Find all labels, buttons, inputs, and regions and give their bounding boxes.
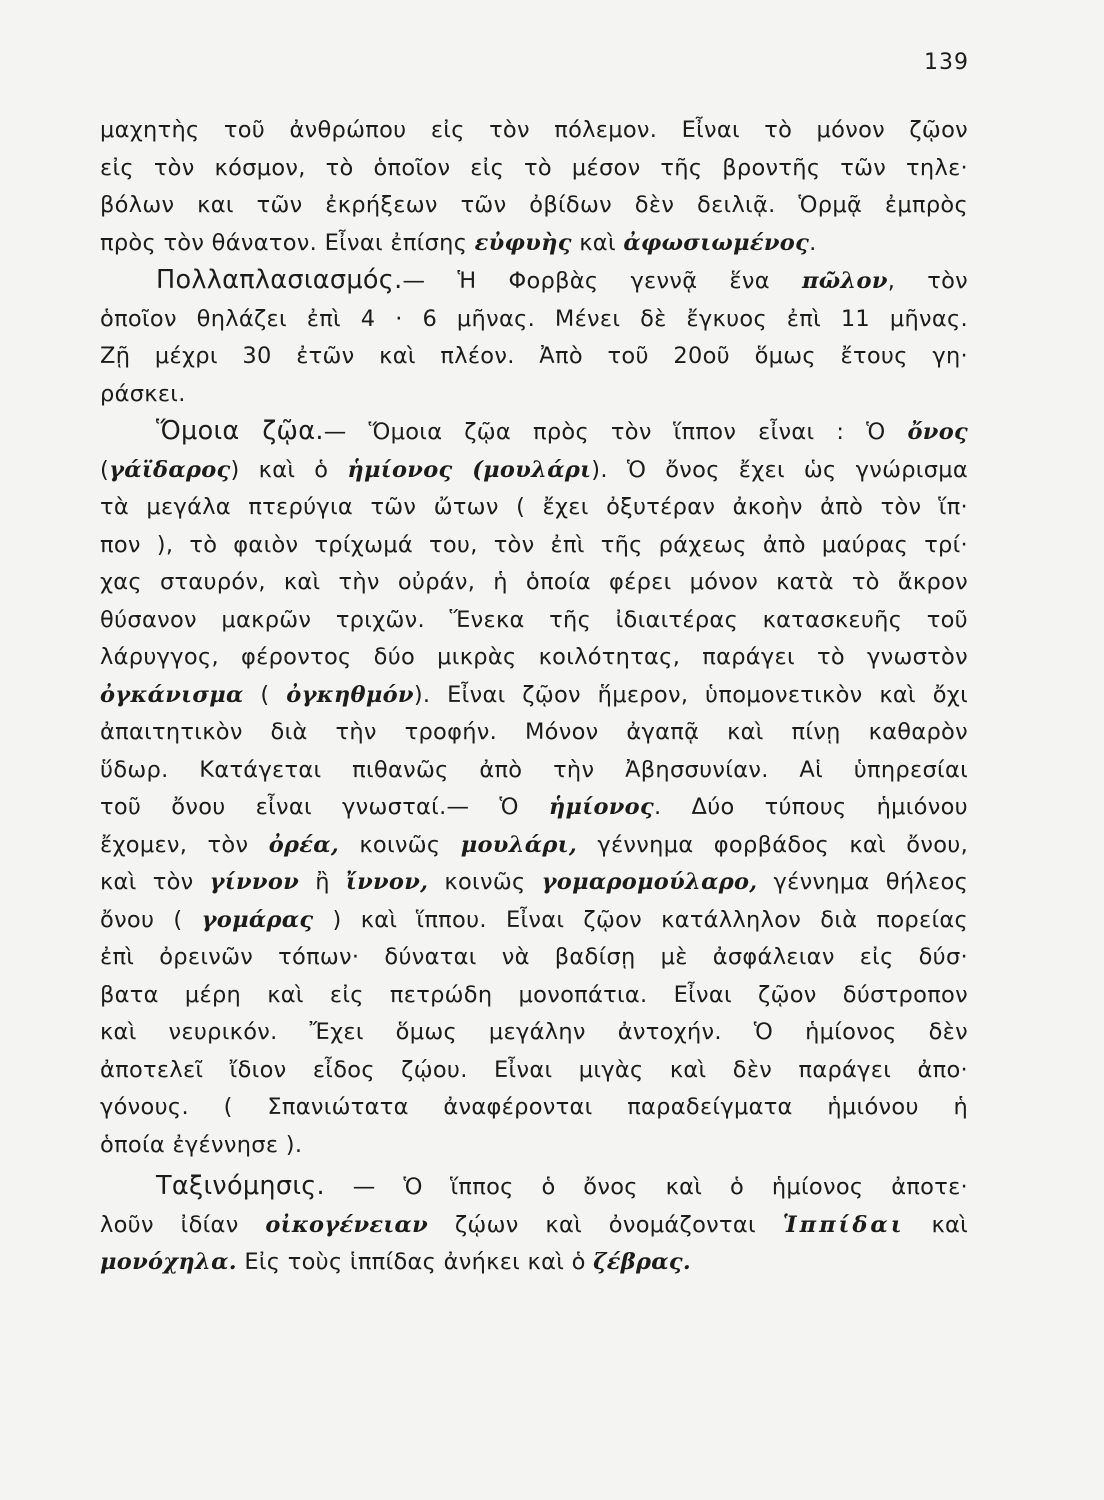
emphasis-term: εὐφυὴς: [474, 229, 572, 256]
text-fragment: — Ἡ Φορβὰς γεννᾷ ἕνα: [402, 268, 770, 294]
emphasis-term: Ἱππίδαι: [782, 1211, 905, 1238]
text-fragment: ). Εἶναι ζῷον ἥμερον, ὑπομονετικὸν καὶ ὄχι: [413, 681, 968, 708]
text-fragment: τοῦ ὄνου εἶναι γνωσταί.— Ὁ: [100, 794, 519, 820]
text-line: τὰ μεγάλα πτερύγια τῶν ὤτων ( ἔχει ὀξυτέραν ἀκοὴν ἀπὸ τὸν ἵπ·: [100, 494, 968, 520]
text-fragment: ) καὶ ἵππου. Εἶναι ζῷον κατάλληλον διὰ πορείας: [332, 906, 968, 933]
text-line: [100, 1207, 968, 1245]
text-fragment: (: [100, 456, 110, 483]
text-line: [100, 677, 968, 715]
text-line: καὶ νευρικόν. Ἔχει ὅμως μεγάλην ἀντοχήν. Ὁ ἡμίονος δὲν: [100, 1019, 968, 1045]
emphasis-term: ἀφωσιωμένος: [623, 229, 810, 256]
text-fragment: .: [809, 229, 817, 256]
section-heading: Ταξινόμησις.: [156, 1171, 325, 1201]
text-line: πον ), τὸ φαιὸν τρίχωμά του, τὸν ἐπὶ τῆς ράχεως ἀπὸ μαύρας τρί·: [100, 531, 968, 558]
text-fragment: ζῴων καὶ ὀνομάζονται: [454, 1211, 756, 1238]
text-fragment: — Ὅμοια ζῷα πρὸς τὸν ἵππον εἶναι : Ὁ: [323, 419, 886, 445]
text-line: [100, 452, 968, 490]
text-line: ὕδωρ. Κατάγεται πιθανῶς ἀπὸ τὴν Ἀβησσυνίαν. Αἱ ὑπηρεσίαι: [100, 756, 968, 783]
text-line: ὁποῖον θηλάζει ἐπὶ 4 · 6 μῆνας. Μένει δὲ ἔγκυος ἐπὶ 11 μῆνας.: [100, 305, 968, 332]
text-line: [100, 413, 968, 452]
emphasis-term: ὄνος: [907, 419, 968, 445]
text-line: [100, 864, 968, 902]
text-fragment: ἔχομεν, τὸν: [100, 831, 249, 858]
body-text: [100, 112, 968, 1282]
text-line: εἰς τὸν κόσμον, τὸ ὁποῖον εἰς τὸ μέσον τῆς βροντῆς τῶν τηλε·: [100, 154, 968, 181]
text-line: ράσκει.: [100, 380, 186, 407]
text-line: ὁποία ἐγέννησε ).: [100, 1131, 303, 1158]
text-fragment: (: [260, 681, 270, 708]
emphasis-term: ὀρέα,: [268, 831, 339, 858]
emphasis-term: ὀγκηθμόν: [286, 681, 414, 708]
text-line: Ζῇ μέχρι 30 ἐτῶν καὶ πλέον. Ἀπὸ τοῦ 20οῦ ὅμως ἔτους γη·: [100, 343, 968, 369]
text-fragment: γέννημα θήλεος: [773, 869, 968, 895]
text-fragment: ) καὶ ὁ: [230, 456, 329, 483]
emphasis-term: οἰκογένειαν: [265, 1211, 429, 1238]
section-heading: Ὅμοια ζῷα.: [156, 416, 324, 446]
text-line: βατα μέρη καὶ εἰς πετρώδη μονοπάτια. Εἶναι ζῷον δύστροπον: [100, 981, 968, 1008]
emphasis-term: γάϊδαρος: [109, 456, 231, 483]
emphasis-term: πῶλον: [801, 268, 888, 294]
text-fragment: . Δύο τύπους ἡμιόνου: [654, 794, 968, 820]
text-fragment: καὶ: [579, 229, 616, 256]
text-line: βόλων και τῶν ἐκρήξεων τῶν ὀβίδων δὲν δειλιᾷ. Ὁρμᾷ ἐμπρὸς: [100, 192, 968, 218]
emphasis-term: ἡμίονος (μουλάρι: [347, 456, 592, 483]
text-line: θύσανον μακρῶν τριχῶν. Ἕνεκα τῆς ἰδιαιτέρας κατασκευῆς τοῦ: [100, 606, 968, 633]
text-line: [100, 789, 968, 827]
text-line: [100, 1168, 968, 1207]
emphasis-term: μουλάρι,: [460, 831, 577, 858]
text-fragment: ὄνου (: [100, 906, 183, 933]
text-line: [100, 1244, 968, 1282]
emphasis-term: γομαρομούλαρο,: [541, 869, 758, 895]
text-line: χας σταυρόν, καὶ τὴν οὐράν, ἡ ὁποία φέρει μόνον κατὰ τὸ ἄκρον: [100, 569, 968, 595]
text-line: ἐπὶ ὀρεινῶν τόπων· δύναται νὰ βαδίσῃ μὲ ἀσφάλειαν εἰς δύσ·: [100, 944, 968, 970]
emphasis-term: γομάρας: [201, 906, 314, 933]
text-fragment: ἢ: [315, 869, 330, 895]
text-line: [100, 902, 968, 940]
text-line: ἀποτελεῖ ἴδιον εἶδος ζῴου. Εἶναι μιγὰς καὶ δὲν παράγει ἀπο·: [100, 1056, 968, 1083]
text-fragment: Εἰς τοὺς ἱππίδας ἀνήκει καὶ ὁ: [244, 1249, 586, 1275]
text-fragment: καὶ τὸν: [100, 869, 194, 895]
text-fragment: γέννημα φορβάδος καὶ ὄνου,: [597, 831, 968, 858]
text-fragment: κοινῶς: [444, 869, 526, 895]
emphasis-term: ζέβρας.: [593, 1249, 691, 1275]
text-fragment: — Ὁ ἵππος ὁ ὄνος καὶ ὁ ἡμίονος ἀποτε·: [352, 1174, 968, 1200]
text-line: γόνους. ( Σπανιώτατα ἀναφέρονται παραδείγματα ἡμιόνου ἡ: [100, 1094, 968, 1120]
emphasis-term: ὀγκάνισμα: [100, 681, 244, 708]
text-fragment: ). Ὁ ὄνος ἔχει ὡς γνώρισμα: [591, 456, 968, 483]
emphasis-term: γίννον: [209, 869, 300, 895]
text-fragment: πρὸς τὸν θάνατον. Εἶναι ἐπίσης: [100, 229, 468, 256]
text-line: [100, 225, 968, 263]
text-fragment: λοῦν ἰδίαν: [100, 1211, 239, 1238]
text-fragment: κοινῶς: [359, 831, 441, 858]
page-number: 139: [924, 50, 969, 75]
text-line: [100, 827, 968, 865]
text-line: λάρυγγος, φέροντος δύο μικρὰς κοιλότητας, παράγει τὸ γνωστὸν: [100, 644, 968, 670]
text-fragment: , τὸν: [887, 268, 968, 294]
section-heading: Πολλαπλασιασμός.: [156, 265, 403, 295]
text-line: μαχητὴς τοῦ ἀνθρώπου εἰς τὸν πόλεμον. Εἶναι τὸ μόνον ζῷον: [100, 117, 968, 143]
emphasis-term: μονόχηλα.: [100, 1249, 237, 1275]
text-line: [100, 262, 968, 301]
emphasis-term: ἴννον,: [345, 869, 429, 895]
text-fragment: καὶ: [931, 1211, 968, 1238]
text-line: ἀπαιτητικὸν διὰ τὴν τροφήν. Μόνον ἀγαπᾷ καὶ πίνῃ καθαρὸν: [100, 719, 968, 745]
emphasis-term: ἡμίονος: [548, 794, 654, 820]
